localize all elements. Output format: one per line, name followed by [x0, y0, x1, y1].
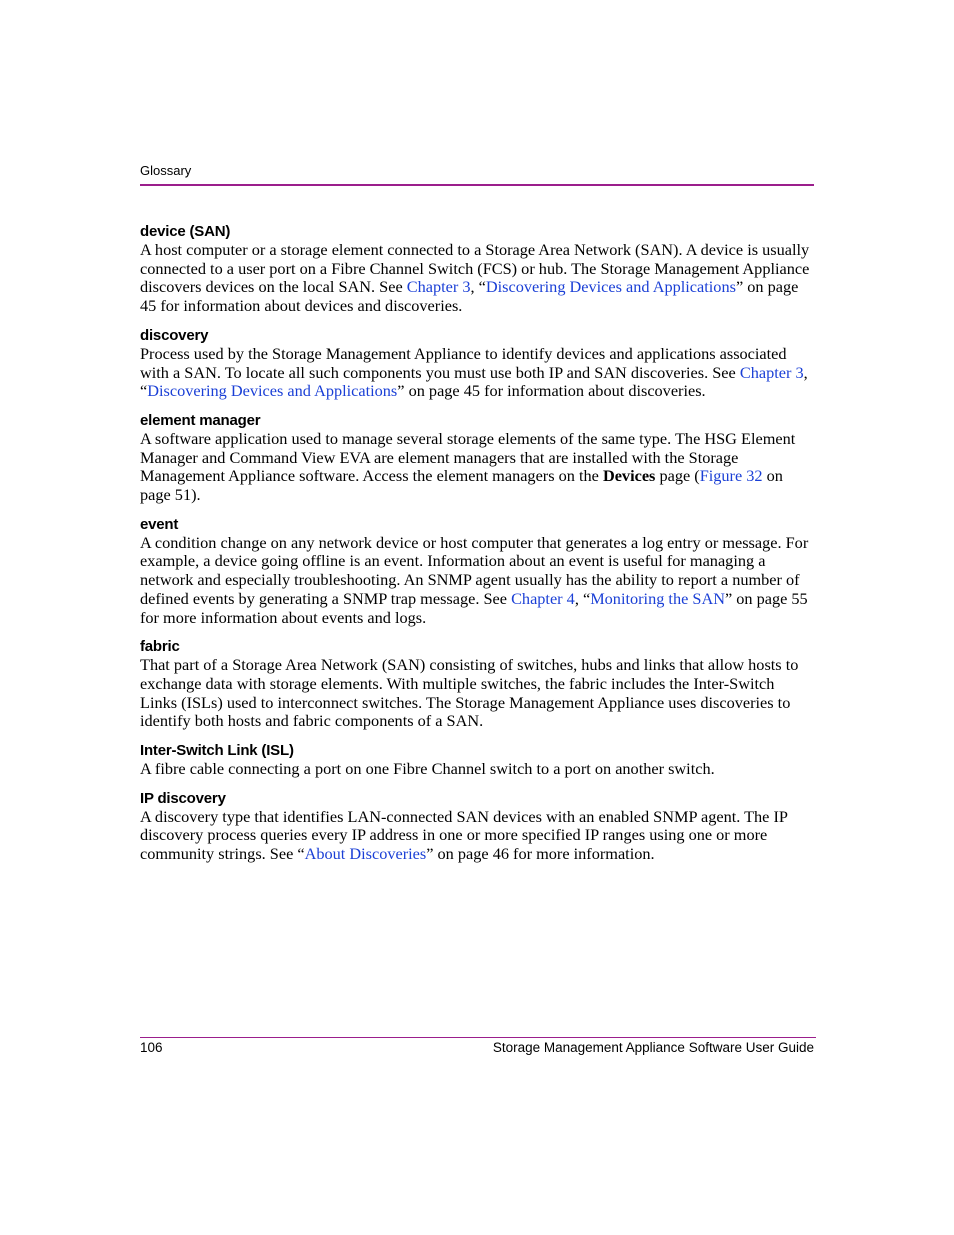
glossary-definition: That part of a Storage Area Network (SAN) consisting of switches, hubs and links that allow hosts to exchange data with storage elements. With multiple switches, the fabric includes the Inter-Switch Links (ISLs) used to interconnect switches. The Storage Management Appliance uses discoveries to identify both hosts and fabric components of a SAN.: [140, 655, 799, 731]
glossary-definition: Process used by the Storage Management Appliance to identify devices and applications associated with a SAN. To locate all such components you must use both IP and SAN discoveries. See Chapter 3, “Discovering Devices and Applications” on page 45 for information about discoveries.: [140, 343, 808, 401]
glossary-definition: A fibre cable connecting a port on one Fibre Channel switch to a port on another switch.: [140, 759, 715, 779]
glossary-entry-discovery: [140, 326, 814, 401]
header-rule: [140, 184, 814, 186]
glossary-entry-fabric: [140, 637, 814, 731]
glossary-definition: A software application used to manage several storage elements of the same type. The HSG Element Manager and Command View EVA are element managers that are installed with the Storage Management Appliance software. Access the element managers on the Devices page (Figure 32 on page 51).: [140, 428, 796, 505]
figure-32-link[interactable]: Figure 32: [699, 466, 763, 486]
glossary-term: Inter-Switch Link (ISL): [140, 742, 294, 760]
glossary-term: element manager: [140, 411, 261, 429]
glossary-term: discovery: [140, 326, 209, 344]
chapter-4-link[interactable]: Chapter 4: [511, 588, 575, 608]
glossary-entry-device-san: [140, 222, 814, 316]
glossary-definition: A host computer or a storage element connected to a Storage Area Network (SAN). A device is usually connected to a user port on a Fibre Channel Switch (FCS) or hub. The Storage Management Appliance discovers devices on the local SAN. See Chapter 3, “Discovering Devices and Applications” on page 45 for information about devices and discoveries.: [140, 240, 810, 316]
running-header: Glossary: [140, 163, 192, 178]
glossary-definition: A condition change on any network device or host computer that generates a log entry or message. For example, a device going offline is an event. Information about an event is useful for managing a network and especially troubleshooting. An SNMP agent usually has the ability to report a number of defined events by generating a SNMP trap message. See Chapter 4, “Monitoring the SAN” on page 55 for more information about events and logs.: [140, 532, 809, 627]
page-number: 106: [140, 1040, 163, 1055]
glossary-entry-event: [140, 515, 814, 628]
glossary-entry-element-manager: [140, 411, 814, 505]
chapter-3-link[interactable]: Chapter 3: [739, 362, 804, 382]
glossary-entry-inter-switch-link: [140, 741, 814, 779]
glossary-content: [140, 222, 814, 874]
glossary-term: IP discovery: [140, 789, 226, 807]
discovering-devices-link[interactable]: Discovering Devices and Applications: [485, 277, 736, 297]
discovering-devices-link[interactable]: Discovering Devices and Applications: [147, 381, 398, 401]
glossary-definition: A discovery type that identifies LAN-connected SAN devices with an enabled SNMP agent. The IP discovery process queries every IP address in one or more specified IP ranges using one or more community strings. See “About Discoveries” on page 46 for more information.: [140, 806, 788, 864]
glossary-term: device (SAN): [140, 223, 231, 240]
chapter-3-link[interactable]: Chapter 3: [406, 277, 471, 297]
about-discoveries-link[interactable]: About Discoveries: [304, 844, 427, 864]
guide-title: Storage Management Appliance Software User Guide: [492, 1040, 814, 1055]
monitoring-the-san-link[interactable]: Monitoring the SAN: [590, 588, 725, 608]
glossary-term: event: [140, 515, 179, 533]
devices-page-name: Devices: [602, 466, 656, 486]
glossary-term: fabric: [140, 638, 180, 656]
glossary-entry-ip-discovery: [140, 789, 814, 864]
footer-rule: [140, 1037, 816, 1038]
